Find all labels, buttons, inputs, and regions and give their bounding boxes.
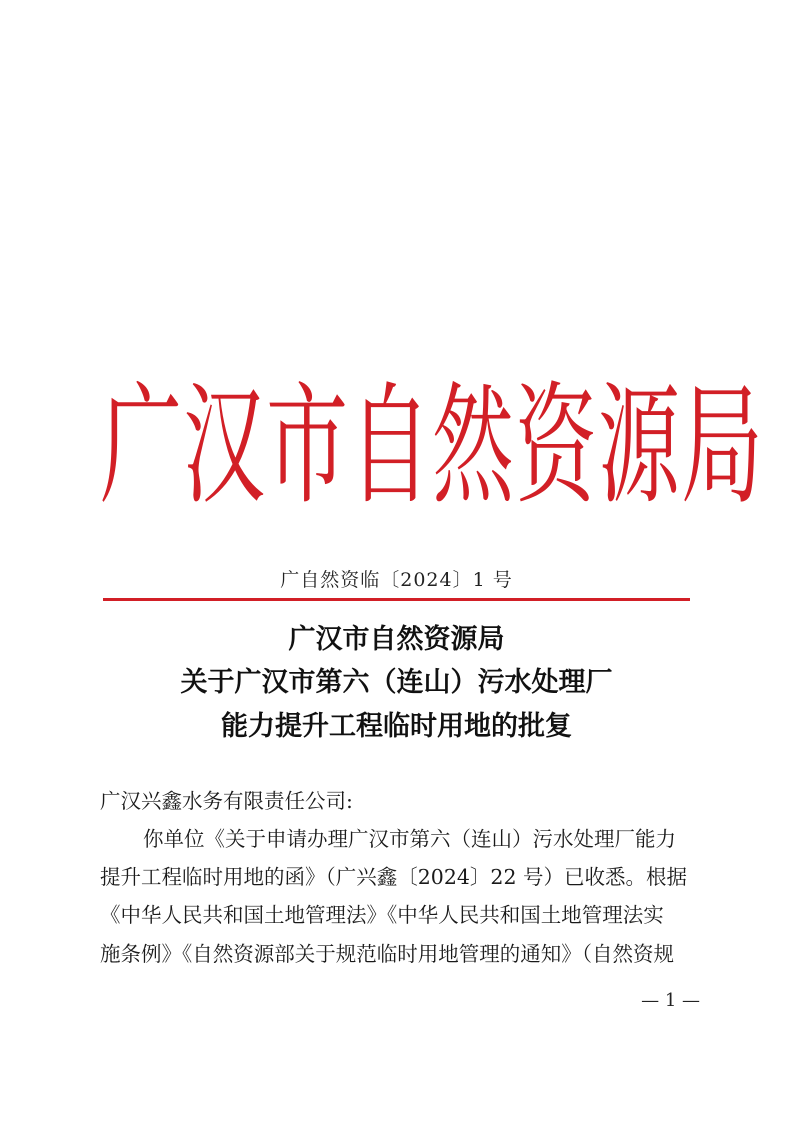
document-title-line-1: 广汉市自然资源局 [288, 624, 505, 655]
document-number: 广自然资临〔2024〕1 号 [280, 569, 513, 591]
salutation: 广汉兴鑫水务有限责任公司: [100, 789, 353, 813]
body-text-line: 提升工程临时用地的函》（广兴鑫〔2024〕22 号）已收悉。根据 [100, 865, 688, 889]
body-text-line: 施条例》《自然资源部关于规范临时用地管理的通知》（自然资规 [100, 942, 674, 966]
page-number: — 1 — [641, 990, 700, 1011]
issuer-masthead: 广汉市自然资源局 [100, 371, 765, 524]
body-text-line: 《中华人民共和国土地管理法》《中华人民共和国土地管理法实 [100, 903, 664, 927]
body-text-line: 你单位《关于申请办理广汉市第六（连山）污水处理厂能力 [143, 827, 676, 851]
red-separator-line [103, 598, 690, 601]
document-title-line-3: 能力提升工程临时用地的批复 [221, 711, 572, 742]
document-title-line-2: 关于广汉市第六（连山）污水处理厂 [180, 667, 613, 698]
